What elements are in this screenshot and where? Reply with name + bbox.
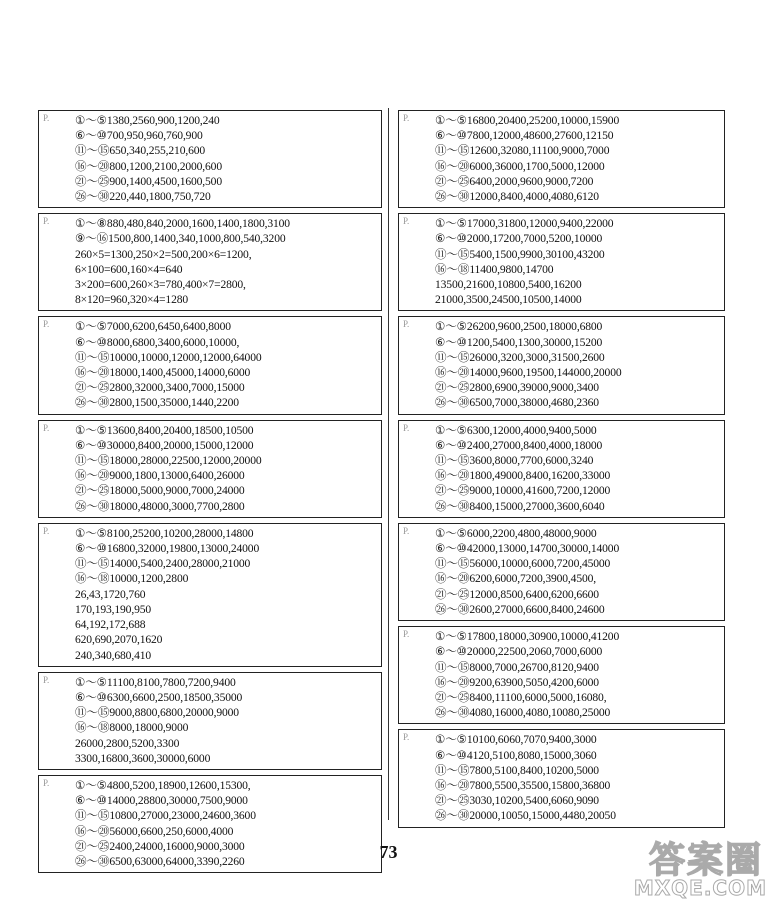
answer-line: ⑪～⑮14000,5400,2400,28000,21000 <box>75 557 251 571</box>
answer-line: 240,340,680,410 <box>75 648 152 662</box>
answer-line: ㉑～㉕18000,5000,9000,7000,24000 <box>75 484 245 498</box>
page-mark: P. <box>403 113 410 123</box>
answer-line: 21000,3500,24500,10500,14000 <box>435 293 582 307</box>
answer-line: ①～⑤26200,9600,2500,18000,6800 <box>435 320 603 334</box>
answer-line: ⑥～⑩4120,5100,8080,15000,3060 <box>435 748 597 762</box>
page-mark: P. <box>403 732 410 743</box>
answer-line: ㉑～㉕900,1400,4500,1600,500 <box>75 174 222 188</box>
answer-line: ㉖～㉚2800,1500,35000,1440,2200 <box>75 396 239 410</box>
answer-line: 8×120=960,320×4=1280 <box>75 293 189 307</box>
watermark-en: MXQE.COM <box>633 876 767 900</box>
answer-line: ㉑～㉕2800,6900,39000,9000,3400 <box>435 381 599 395</box>
answer-line: ①～⑤6000,2200,4800,48000,9000 <box>435 526 597 540</box>
answer-line: ①～⑤16800,20400,25200,10000,15900 <box>435 114 620 127</box>
answer-line: ⑯～⑳7800,5500,35500,15800,36800 <box>435 778 611 792</box>
page-mark: P. <box>43 777 50 788</box>
page-mark: P. <box>403 525 410 536</box>
page-mark: P. <box>403 629 410 640</box>
answer-line: 26,43,1720,760 <box>75 587 146 601</box>
answer-line: ⑪～⑮12600,32080,11100,9000,7000 <box>435 144 610 158</box>
answer-line: ⑯～⑱8000,18000,9000 <box>75 721 189 735</box>
answer-line: ①～⑤11100,8100,7800,7200,9400 <box>75 675 236 689</box>
answer-line: ⑪～⑮26000,3200,3000,31500,2600 <box>435 350 605 364</box>
answer-line: ⑯～⑳56000,6600,250,6000,4000 <box>75 824 234 838</box>
left-column <box>38 110 382 878</box>
answer-line: ⑯～⑳18000,1400,45000,14000,6000 <box>75 366 251 380</box>
answer-line: ①～⑤7000,6200,6450,6400,8000 <box>75 320 231 334</box>
answer-line: ⑪～⑮9000,8800,6800,20000,9000 <box>75 706 239 720</box>
answer-line: 260×5=1300,250×2=500,200×6=1200, <box>75 247 252 261</box>
answer-line: 170,193,190,950 <box>75 602 152 616</box>
answer-line: 6×100=600,160×4=640 <box>75 262 183 276</box>
answer-line: ㉑～㉕9000,10000,41600,7200,12000 <box>435 484 611 498</box>
answer-line: ①～⑤6300,12000,4000,9400,5000 <box>435 423 597 437</box>
answer-line: 620,690,2070,1620 <box>75 633 163 647</box>
answer-line: ⑪～⑮7800,5100,8400,10200,5000 <box>435 763 599 777</box>
answer-line: ⑯～⑱10000,1200,2800 <box>75 572 189 586</box>
page-number: 73 <box>379 842 398 862</box>
answer-block <box>398 523 725 621</box>
answer-line: ⑯～⑳6000,36000,1700,5000,12000 <box>435 159 605 173</box>
answer-line: ⑥～⑩42000,13000,14700,30000,14000 <box>435 542 620 556</box>
answer-line: ⑥～⑩700,950,960,760,900 <box>75 129 203 143</box>
answer-line: ①～⑧880,480,840,2000,1600,1400,1800,3100 <box>75 217 290 231</box>
answer-block <box>398 213 725 311</box>
answer-line: ㉑～㉕3030,10200,5400,6060,9090 <box>435 794 599 808</box>
page-mark: P. <box>43 319 50 330</box>
watermark-cn: 答案圈 <box>648 840 763 881</box>
answer-line: ⑨～⑯1500,800,1400,340,1000,800,540,3200 <box>75 232 286 246</box>
answer-line: ㉑～㉕2800,32000,3400,7000,15000 <box>75 381 245 395</box>
answer-line: ㉖～㉚6500,63000,64000,3390,2260 <box>75 854 245 868</box>
answer-block <box>38 110 382 208</box>
answer-line: ㉑～㉕6400,2000,9600,9000,7200 <box>435 174 594 188</box>
answer-line: ⑪～⑮3600,8000,7700,6000,3240 <box>435 454 594 468</box>
answer-line: ㉖～㉚12000,8400,4000,4080,6120 <box>435 190 599 204</box>
answer-line: 3300,16800,3600,30000,6000 <box>75 751 211 765</box>
answer-line: ⑥～⑩8000,6800,3400,6000,10000, <box>75 335 240 349</box>
answer-line: ⑥～⑩6300,6600,2500,18500,35000 <box>75 690 243 704</box>
answer-line: ㉖～㉚18000,48000,3000,7700,2800 <box>75 499 245 513</box>
column-divider <box>388 108 389 820</box>
page-mark: P. <box>403 216 410 227</box>
answer-line: 3×200=600,260×3=780,400×7=2800, <box>75 278 246 292</box>
answer-line: ⑪～⑮5400,1500,9900,30100,43200 <box>435 247 605 261</box>
answer-line: ⑪～⑮56000,10000,6000,7200,45000 <box>435 557 611 571</box>
answer-line: ⑪～⑮10000,10000,12000,12000,64000 <box>75 350 262 364</box>
page-mark: P. <box>403 422 410 433</box>
answer-block <box>398 420 725 518</box>
answer-line: ⑥～⑩16800,32000,19800,13000,24000 <box>75 542 260 556</box>
answer-line: ⑪～⑮10800,27000,23000,24600,3600 <box>75 809 256 823</box>
answer-block <box>398 626 725 724</box>
page-mark: P. <box>43 113 50 123</box>
answer-line: ①～⑤17800,18000,30900,10000,41200 <box>435 630 620 644</box>
answer-line: ①～⑤10100,6060,7070,9400,3000 <box>435 733 597 747</box>
page-mark: P. <box>403 319 410 330</box>
answer-line: ⑥～⑩1200,5400,1300,30000,15200 <box>435 335 603 349</box>
answer-block <box>398 316 725 414</box>
page-mark: P. <box>43 674 50 685</box>
answer-line: ⑥～⑩20000,22500,2060,7000,6000 <box>435 645 603 659</box>
answer-line: ㉖～㉚220,440,1800,750,720 <box>75 190 211 204</box>
answer-line: ⑯～⑳6200,6000,7200,3900,4500, <box>435 572 597 586</box>
answer-line: ㉖～㉚2600,27000,6600,8400,24600 <box>435 602 605 616</box>
answer-block <box>38 523 382 667</box>
answer-line: ⑯～⑱11400,9800,14700 <box>435 262 554 276</box>
watermark-logo <box>621 832 771 898</box>
answer-line: ①～⑤1380,2560,900,1200,240 <box>75 114 220 127</box>
answer-line: ⑪～⑮650,340,255,210,600 <box>75 144 206 158</box>
answer-line: ㉖～㉚20000,10050,15000,4480,20050 <box>435 809 616 823</box>
answer-line: ㉑～㉕8400,11100,6000,5000,16080, <box>435 690 607 704</box>
answer-block <box>398 110 725 208</box>
answer-line: ㉖～㉚4080,16000,4080,10080,25000 <box>435 706 611 720</box>
answer-line: ⑥～⑩2000,17200,7000,5200,10000 <box>435 232 603 246</box>
answer-block <box>38 672 382 770</box>
answer-block <box>38 420 382 518</box>
answer-line: ⑯～⑳14000,9600,19500,144000,20000 <box>435 366 622 380</box>
answer-line: ⑪～⑮8000,7000,26700,8120,9400 <box>435 660 599 674</box>
answer-line: ①～⑤8100,25200,10200,28000,14800 <box>75 526 254 540</box>
answer-line: ⑯～⑳1800,49000,8400,16200,33000 <box>435 469 611 483</box>
answer-line: 26000,2800,5200,3300 <box>75 736 180 750</box>
page-mark: P. <box>43 422 50 433</box>
answer-line: ㉖～㉚8400,15000,27000,3600,6040 <box>435 499 605 513</box>
answer-line: ⑥～⑩2400,27000,8400,4000,18000 <box>435 438 603 452</box>
answer-line: ㉑～㉕12000,8500,6400,6200,6600 <box>435 587 599 601</box>
answer-line: ⑪～⑮18000,28000,22500,12000,20000 <box>75 454 262 468</box>
answer-block <box>38 316 382 414</box>
answer-line: ⑥～⑩14000,28800,30000,7500,9000 <box>75 794 248 808</box>
answer-line: ①～⑤17000,31800,12000,9400,22000 <box>435 217 614 231</box>
answer-line: 13500,21600,10800,5400,16200 <box>435 278 582 292</box>
page-mark: P. <box>43 216 50 227</box>
answer-line: ①～⑤4800,5200,18900,12600,15300, <box>75 778 251 792</box>
answer-line: ㉑～㉕2400,24000,16000,9000,3000 <box>75 839 245 853</box>
answer-line: ㉖～㉚6500,7000,38000,4680,2360 <box>435 396 599 410</box>
answer-block <box>398 729 725 827</box>
answer-block <box>38 213 382 311</box>
answer-line: ⑥～⑩7800,12000,48600,27600,12150 <box>435 129 614 143</box>
right-column <box>398 110 725 833</box>
page-mark: P. <box>43 525 50 536</box>
answer-line: ⑯～⑳9200,63900,5050,4200,6000 <box>435 675 599 689</box>
answer-line: ①～⑤13600,8400,20400,18500,10500 <box>75 423 254 437</box>
answer-line: ⑯～⑳9000,1800,13000,6400,26000 <box>75 469 245 483</box>
answer-line: ⑯～⑳800,1200,2100,2000,600 <box>75 159 222 173</box>
answer-line: ⑥～⑩30000,8400,20000,15000,12000 <box>75 438 254 452</box>
answer-line: 64,192,172,688 <box>75 618 146 632</box>
